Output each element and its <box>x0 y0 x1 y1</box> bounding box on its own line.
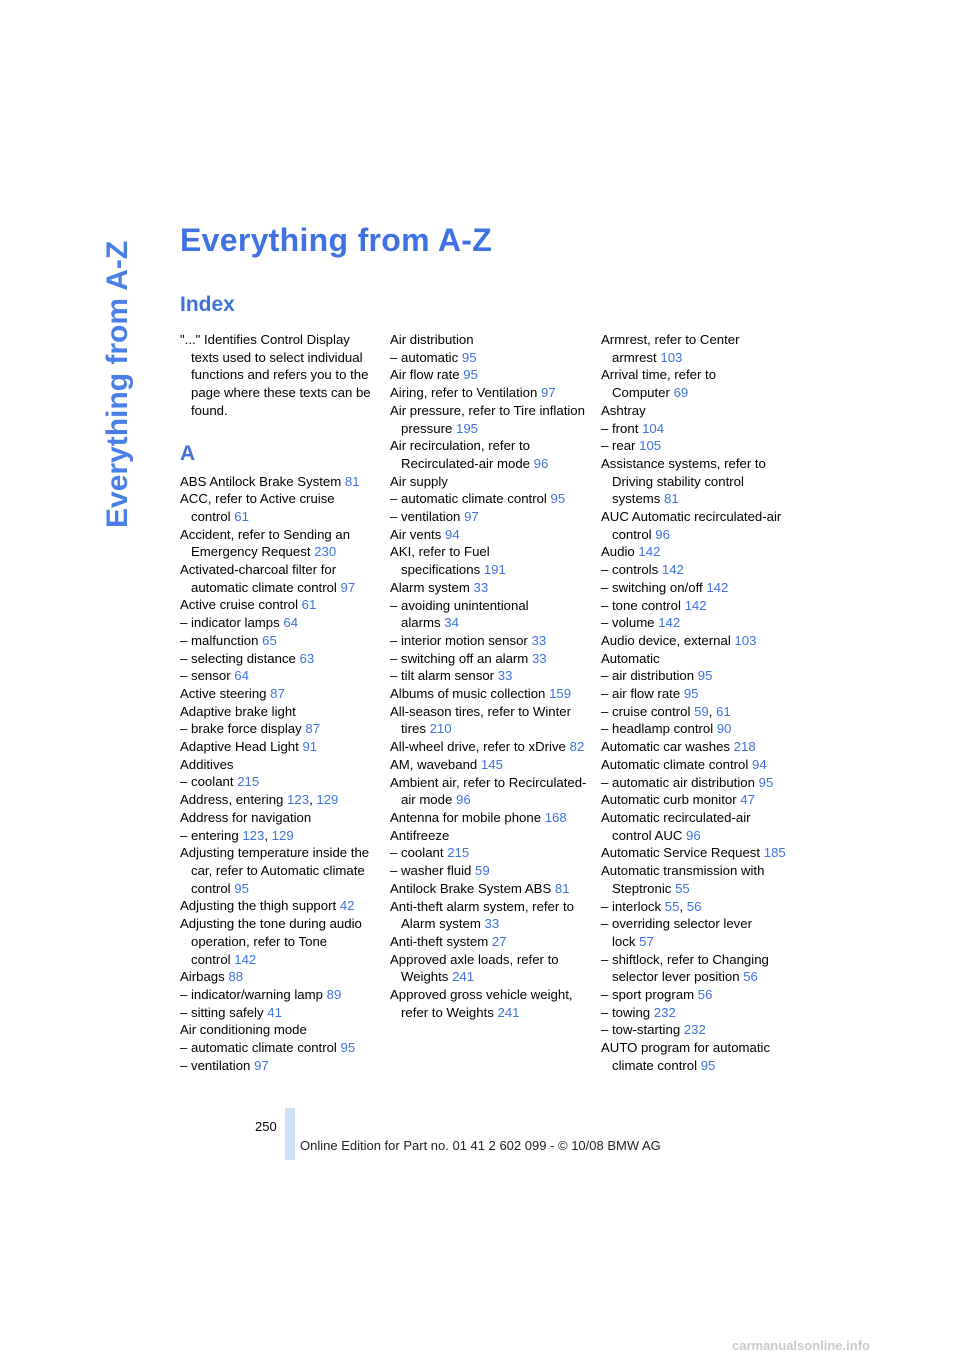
index-entry <box>180 720 380 738</box>
page-reference-link[interactable]: 81 <box>344 473 360 489</box>
page-reference-link[interactable]: 142 <box>658 615 681 631</box>
index-entry <box>601 632 791 650</box>
index-entry <box>601 420 791 438</box>
page-reference-link[interactable]: 105 <box>639 438 662 454</box>
index-entry-term: – tilt alarm sensor <box>390 668 495 684</box>
page-reference-link[interactable]: 230 <box>314 544 337 560</box>
page-reference-link[interactable]: 142 <box>706 579 729 595</box>
index-entry <box>601 561 791 579</box>
index-entry-term: Automatic car washes <box>601 739 730 755</box>
index-entry: – interlock 55, 56 <box>601 898 702 914</box>
index-entry <box>390 880 590 898</box>
index-entry <box>601 1039 791 1074</box>
index-entry <box>180 986 380 1004</box>
index-entry-term: Audio device, external <box>601 632 731 648</box>
page-reference-link[interactable]: 96 <box>655 526 670 542</box>
index-entry-term: AM, waveband <box>390 756 478 772</box>
page-reference-link[interactable]: 241 <box>497 1004 520 1020</box>
page-reference-link[interactable]: 168 <box>544 809 567 825</box>
side-chapter-tab <box>100 232 140 528</box>
page-reference-link[interactable]: 129 <box>316 792 339 808</box>
index-entry-term: – indicator/warning lamp <box>180 986 323 1002</box>
index-entry <box>180 968 380 986</box>
index-entry <box>180 1021 380 1039</box>
index-entry <box>180 1004 380 1022</box>
page-reference-link[interactable]: 123 <box>242 827 265 843</box>
index-entry <box>390 366 590 384</box>
index-entry-list <box>180 473 380 1075</box>
index-entry <box>601 720 791 738</box>
page-reference-link[interactable]: 97 <box>464 509 479 525</box>
index-entry-term: Adjusting the tone during audio operation, refer to Tone control <box>180 916 362 967</box>
page-reference-link[interactable]: 95 <box>234 880 249 896</box>
index-entry: – cruise control 59, 61 <box>601 703 731 719</box>
page-reference-link[interactable]: 64 <box>283 615 299 631</box>
page-reference-link[interactable]: 95 <box>697 668 713 684</box>
index-entry-term: – sport program <box>601 987 695 1003</box>
page-reference-link[interactable]: 95 <box>758 774 774 790</box>
index-entry-term: Approved gross vehicle weight, refer to Weights <box>390 987 573 1020</box>
index-entry <box>390 898 590 933</box>
index-entry <box>601 331 791 366</box>
index-entry <box>601 915 791 950</box>
index-entry-term: Armrest, refer to Center armrest <box>601 332 740 365</box>
index-entry-term: – avoiding unintentional alarms <box>390 597 529 631</box>
page-reference-link[interactable]: 210 <box>429 721 452 737</box>
page-reference-link[interactable]: 64 <box>234 668 249 684</box>
side-chapter-title: Everything from A-Z <box>101 240 134 528</box>
index-entry-term: – cruise control <box>601 703 691 719</box>
index-entry-term: – tow-starting <box>601 1022 681 1038</box>
index-entry <box>180 703 380 721</box>
index-entry <box>390 703 590 738</box>
index-entry <box>601 862 791 897</box>
index-entry <box>601 455 791 508</box>
index-entry-term: Adaptive Head Light <box>180 739 299 755</box>
page-reference-link[interactable]: 96 <box>533 455 549 471</box>
page-reference-link[interactable]: 232 <box>653 1004 676 1020</box>
index-entry-term: Active cruise control <box>180 597 298 613</box>
index-entry-list <box>601 331 791 1075</box>
index-entry-term: Antenna for mobile phone <box>390 809 542 825</box>
index-entry-term: Airing, refer to Ventilation <box>390 385 538 401</box>
index-entry-list <box>390 331 590 1021</box>
page-reference-link[interactable]: 232 <box>683 1022 706 1038</box>
index-entry-term: Albums of music collection <box>390 686 546 702</box>
index-entry <box>390 384 590 402</box>
index-entry-term: Anti-theft alarm system, refer to Alarm system <box>390 898 574 932</box>
index-entry-term: Automatic climate control <box>601 756 749 772</box>
index-entry <box>390 543 590 578</box>
index-entry-term: Approved axle loads, refer to Weights <box>390 951 559 985</box>
index-entry-term: ABS Antilock Brake System <box>180 473 342 489</box>
index-entry-term: Airbags <box>180 969 225 985</box>
page-reference-link[interactable]: 191 <box>483 562 506 578</box>
index-entry <box>180 596 380 614</box>
index-entry-term: – automatic <box>390 349 459 365</box>
index-entry <box>601 650 791 668</box>
page-reference-link[interactable]: 142 <box>684 597 707 613</box>
index-entry <box>601 774 791 792</box>
index-entry-term: – interior motion sensor <box>390 632 528 648</box>
index-entry-term: AUTO program for automatic climate control <box>601 1040 771 1073</box>
index-letter-heading: A <box>180 441 196 465</box>
index-entry-term: – coolant <box>390 845 444 861</box>
index-entry-term: Accident, refer to Sending an Emergency Request <box>180 526 351 560</box>
page-reference-link[interactable]: 33 <box>531 632 547 648</box>
index-entry-term: Adaptive brake light <box>180 703 296 719</box>
index-entry-term: – ventilation <box>390 509 461 525</box>
index-entry <box>601 809 791 844</box>
index-intro: "..." Identifies Control Display texts used to select individual functions and refers you to the page where these texts can be found. <box>180 332 371 418</box>
index-entry-term: – washer fluid <box>390 863 472 879</box>
page-reference-link[interactable]: 82 <box>569 739 585 755</box>
index-entry <box>601 437 791 455</box>
index-entry-term: Ashtray <box>601 402 646 418</box>
index-entry <box>601 543 791 561</box>
index-entry <box>180 667 380 685</box>
index-entry <box>180 650 380 668</box>
index-entry-term: – indicator lamps <box>180 615 280 631</box>
page-reference-link[interactable]: 89 <box>326 986 342 1002</box>
index-entry-term: – automatic climate control <box>390 491 547 507</box>
index-entry <box>180 685 380 703</box>
page-reference-link[interactable]: 33 <box>473 579 489 595</box>
page-reference-link[interactable]: 56 <box>686 898 702 914</box>
index-entry-term: Automatic recirculated-air control AUC <box>601 809 751 843</box>
index-entry-term: – ventilation <box>180 1057 251 1073</box>
page-reference-link[interactable]: 95 <box>461 349 477 365</box>
page-reference-link[interactable]: 145 <box>480 756 503 772</box>
index-entry: – entering 123, 129 <box>180 827 294 843</box>
index-entry <box>180 561 380 596</box>
index-entry <box>390 827 590 845</box>
page-reference-link[interactable]: 129 <box>271 827 294 843</box>
index-entry-term: Air vents <box>390 526 442 542</box>
index-entry-term: Air conditioning mode <box>180 1022 307 1038</box>
index-entry <box>601 756 791 774</box>
section-title: Index <box>180 293 235 316</box>
page-reference-link[interactable]: 142 <box>638 544 661 560</box>
page-reference-link[interactable]: 27 <box>491 933 507 949</box>
index-entry <box>180 897 380 915</box>
index-entry <box>390 933 590 951</box>
footer-accent-bar <box>285 1108 295 1160</box>
index-entry-term: Anti-theft system <box>390 933 489 949</box>
index-entry-term: All-wheel drive, refer to xDrive <box>390 739 566 755</box>
page-reference-link[interactable]: 55 <box>675 880 690 896</box>
page-reference-link[interactable]: 65 <box>262 632 277 648</box>
page-reference-link[interactable]: 61 <box>301 597 317 613</box>
page-reference-link[interactable]: 55 <box>664 898 680 914</box>
page-reference-link[interactable]: 159 <box>549 686 572 702</box>
index-entry-term: – coolant <box>180 774 234 790</box>
footer-text: Online Edition for Part no. 01 41 2 602 099 - © 10/08 BMW AG <box>300 1138 661 1153</box>
page-reference-link[interactable]: 104 <box>642 420 665 436</box>
index-entry-term: – tone control <box>601 597 681 613</box>
page-reference-link[interactable]: 95 <box>340 1040 356 1056</box>
page-reference-link[interactable]: 142 <box>661 562 684 578</box>
page-reference-link[interactable]: 87 <box>270 685 285 701</box>
index-entry <box>601 614 791 632</box>
index-entry <box>601 366 791 401</box>
page-reference-link[interactable]: 95 <box>550 491 566 507</box>
index-entry <box>601 667 791 685</box>
page-reference-link[interactable]: 97 <box>254 1057 269 1073</box>
index-entry-term: Automatic Service Request <box>601 845 761 861</box>
page-reference-link[interactable]: 88 <box>228 969 244 985</box>
index-entry-term: Assistance systems, refer to Driving stability control systems <box>601 455 766 507</box>
page-reference-link[interactable]: 59 <box>475 863 490 879</box>
index-entry-term: Adjusting the thigh support <box>180 898 337 914</box>
index-entry-term: – automatic air distribution <box>601 774 755 790</box>
page-reference-link[interactable]: 142 <box>234 951 257 967</box>
index-entry-term: Ambient air, refer to Recirculated-air mode <box>390 774 587 808</box>
index-entry <box>180 1039 380 1057</box>
index-entry <box>390 986 590 1021</box>
index-entry <box>390 756 590 774</box>
index-entry <box>601 685 791 703</box>
index-entry <box>601 579 791 597</box>
index-entry <box>390 597 590 632</box>
index-entry: Address, entering 123, 129 <box>180 792 339 808</box>
page-reference-link[interactable]: 57 <box>639 933 654 949</box>
page-reference-link[interactable]: 33 <box>484 916 500 932</box>
index-entry-term: Air recirculation, refer to Recirculated-air mode <box>390 438 530 471</box>
page-reference-link[interactable]: 95 <box>683 686 699 702</box>
index-entry <box>390 809 590 827</box>
page-reference-link[interactable]: 97 <box>541 385 556 401</box>
index-entry <box>390 667 590 685</box>
page-reference-link[interactable]: 56 <box>743 969 758 985</box>
index-entry <box>180 490 380 525</box>
index-entry-term: Alarm system <box>390 579 470 595</box>
index-entry <box>601 738 791 756</box>
index-entry-term: – shiftlock, refer to Changing selector lever position <box>601 951 769 985</box>
index-entry-term: Automatic <box>601 650 660 666</box>
index-column-1 <box>180 331 380 1074</box>
index-entry <box>180 844 380 897</box>
page-reference-link[interactable]: 33 <box>497 668 513 684</box>
page-number: 250 <box>255 1119 277 1134</box>
index-entry-term: – entering <box>180 827 239 843</box>
index-entry-term: Antilock Brake System ABS <box>390 880 552 896</box>
index-entry <box>180 738 380 756</box>
index-entry-term: Activated-charcoal filter for automatic climate control <box>180 562 337 595</box>
index-entry-term: Air supply <box>390 473 448 489</box>
index-entry <box>601 508 791 543</box>
index-entry-term: Address for navigation <box>180 809 312 825</box>
index-entry-term: – sensor <box>180 668 231 684</box>
index-entry-term: – air distribution <box>601 668 695 684</box>
watermark: carmanualsonline.info <box>732 1338 870 1353</box>
page-reference-link[interactable]: 91 <box>302 739 318 755</box>
index-entry-term: – brake force display <box>180 721 302 737</box>
index-entry <box>390 951 590 986</box>
index-entry <box>180 756 380 774</box>
index-entry <box>390 579 590 597</box>
page-reference-link[interactable]: 90 <box>716 721 732 737</box>
page-reference-link[interactable]: 94 <box>752 756 767 772</box>
index-entry <box>601 986 791 1004</box>
index-entry-term: Automatic transmission with Steptronic <box>601 863 765 896</box>
index-entry-term: AKI, refer to Fuel specifications <box>390 544 490 578</box>
index-entry-term: AUC Automatic recirculated-air control <box>601 509 782 542</box>
page-reference-link[interactable]: 95 <box>700 1057 716 1073</box>
index-entry <box>390 437 590 472</box>
index-column-3 <box>601 331 791 1075</box>
index-entry-term: – overriding selector lever lock <box>601 916 752 949</box>
index-entry <box>180 915 380 968</box>
index-entry-term: – automatic climate control <box>180 1040 337 1056</box>
index-entry <box>390 526 590 544</box>
index-entry <box>390 331 590 349</box>
page-reference-link[interactable]: 103 <box>734 632 757 648</box>
page-reference-link[interactable]: 95 <box>463 367 478 383</box>
index-entry-term: Additives <box>180 756 234 772</box>
index-entry-term: Air flow rate <box>390 367 460 383</box>
page-reference-link[interactable]: 87 <box>305 721 321 737</box>
page-reference-link[interactable]: 96 <box>686 827 701 843</box>
index-entry <box>390 508 590 526</box>
page-reference-link[interactable]: 33 <box>531 650 547 666</box>
index-entry-term: – malfunction <box>180 632 259 648</box>
page-reference-link[interactable]: 97 <box>340 579 356 595</box>
page-reference-link[interactable]: 241 <box>452 969 475 985</box>
index-entry <box>390 685 590 703</box>
page-reference-link[interactable]: 42 <box>339 898 355 914</box>
index-entry <box>601 1004 791 1022</box>
index-entry <box>601 597 791 615</box>
index-entry <box>390 738 590 756</box>
page-reference-link[interactable]: 34 <box>444 615 459 631</box>
index-entry <box>390 650 590 668</box>
page-reference-link[interactable]: 61 <box>716 703 731 719</box>
index-entry <box>601 1021 791 1039</box>
page-reference-link[interactable]: 47 <box>740 792 755 808</box>
page-reference-link[interactable]: 195 <box>455 420 478 436</box>
page-reference-link[interactable]: 61 <box>234 508 249 524</box>
page-reference-link[interactable]: 41 <box>267 1004 282 1020</box>
index-entry <box>601 402 791 420</box>
index-entry <box>390 774 590 809</box>
index-entry-term: Active steering <box>180 685 267 701</box>
index-entry-term: Arrival time, refer to Computer <box>601 367 717 401</box>
index-entry <box>390 862 590 880</box>
page-reference-link[interactable]: 81 <box>554 880 570 896</box>
index-entry <box>601 844 791 862</box>
index-entry-term: – sitting safely <box>180 1004 264 1020</box>
index-entry-term: Air pressure, refer to Tire inflation pressure <box>390 402 585 436</box>
page-reference-link[interactable]: 63 <box>299 650 315 666</box>
index-entry <box>180 773 380 791</box>
index-entry <box>180 614 380 632</box>
index-entry <box>390 632 590 650</box>
page-reference-link[interactable]: 56 <box>697 987 713 1003</box>
index-entry-term: – switching off an alarm <box>390 650 529 666</box>
index-entry-term: – selecting distance <box>180 650 296 666</box>
index-entry-term: Address, entering <box>180 792 284 808</box>
index-entry <box>601 951 791 986</box>
page-reference-link[interactable]: 69 <box>673 385 689 401</box>
page-reference-link[interactable]: 185 <box>763 845 786 861</box>
index-entry <box>601 791 791 809</box>
index-entry-term: Audio <box>601 544 635 560</box>
page-reference-link[interactable]: 81 <box>664 491 679 507</box>
page-reference-link[interactable]: 96 <box>455 792 471 808</box>
index-entry-term: – controls <box>601 562 659 578</box>
index-entry-term: ACC, refer to Active cruise control <box>180 491 335 524</box>
index-entry <box>390 844 590 862</box>
index-entry-term: – air flow rate <box>601 686 681 702</box>
page-reference-link[interactable]: 94 <box>444 526 460 542</box>
index-entry-term: – switching on/off <box>601 579 703 595</box>
page-reference-link[interactable]: 215 <box>237 774 260 790</box>
index-entry <box>180 632 380 650</box>
page-reference-link[interactable]: 103 <box>660 349 683 365</box>
index-entry <box>390 490 590 508</box>
page-reference-link[interactable]: 215 <box>447 845 470 861</box>
index-column-2 <box>390 331 590 1021</box>
index-entry-term: – headlamp control <box>601 721 714 737</box>
index-entry <box>180 1057 380 1075</box>
index-entry <box>180 526 380 561</box>
index-entry-term: Air distribution <box>390 332 474 347</box>
index-entry-term: – interlock <box>601 898 662 914</box>
index-entry <box>390 473 590 491</box>
index-entry <box>390 349 590 367</box>
index-entry-term: Automatic curb monitor <box>601 792 737 808</box>
index-entry <box>180 809 380 827</box>
index-entry-term: Adjusting temperature inside the car, refer to Automatic climate control <box>180 845 370 896</box>
index-entry <box>390 402 590 437</box>
index-entry-term: All-season tires, refer to Winter tires <box>390 703 572 737</box>
index-entry-term: – front <box>601 420 639 436</box>
page-reference-link[interactable]: 218 <box>733 739 756 755</box>
index-entry-term: Antifreeze <box>390 827 450 843</box>
page-reference-link[interactable]: 123 <box>287 792 310 808</box>
index-entry-term: – volume <box>601 615 655 631</box>
page-title: Everything from A-Z <box>180 222 493 258</box>
index-entry-term: – towing <box>601 1004 651 1020</box>
index-entry <box>180 473 380 491</box>
index-entry-term: – rear <box>601 438 636 454</box>
page-reference-link[interactable]: 59 <box>694 703 709 719</box>
